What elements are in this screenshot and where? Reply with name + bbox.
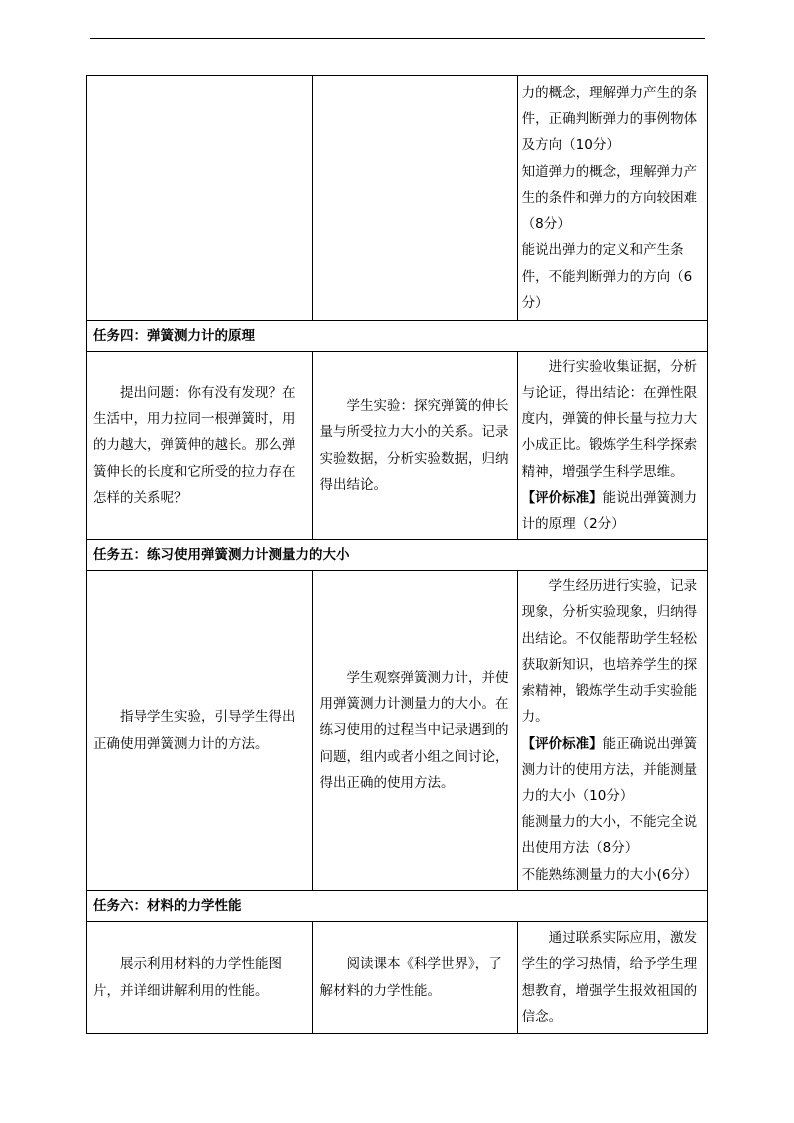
- table-row: [87, 571, 708, 891]
- student-activity-text: 学生实验：探究弹簧的伸长量与所受拉力大小的关系。记录实验数据，分析实验数据，归纳得出结论。: [319, 398, 509, 493]
- student-activity-cell: [313, 922, 517, 1034]
- student-activity-cell: [313, 571, 517, 891]
- teacher-activity-cell: [87, 922, 313, 1034]
- eval-criterion: 能测量力的大小，不能完全说出使用方法（8分）: [521, 814, 698, 857]
- table-row: [87, 352, 708, 540]
- eval-criterion: 知道弹力的概念，理解弹力产生的条件和弹力的方向较困难（8分）: [521, 163, 698, 233]
- task-header-row: [87, 891, 708, 922]
- task-title: 任务六：材料的力学性能: [87, 891, 708, 922]
- student-activity-text: 阅读课本《科学世界》，了解材料的力学性能。: [319, 956, 502, 999]
- eval-criterion: 不能熟练测量力的大小(6分）: [521, 866, 698, 883]
- task-header-row: [87, 540, 708, 571]
- design-intent-text: 进行实验收集证据，分析与论证，得出结论：在弹性限度内，弹簧的伸长量与拉力大小成正比。锻炼学生科学探索精神，增强学生科学思维。: [521, 358, 698, 480]
- evaluation-cell: [517, 922, 707, 1034]
- design-intent-text: 通过联系实际应用，激发学生的学习热情，给予学生理想教育，增强学生报效祖国的信念。: [521, 930, 698, 1025]
- evaluation-cell: [517, 571, 707, 891]
- table-row: [87, 76, 708, 321]
- design-intent-text: 学生经历进行实验，记录现象，分析实验现象，归纳得出结论。不仅能帮助学生轻松获取新知识，也培养学生的探索精神，锻炼学生动手实验能力。: [521, 578, 698, 726]
- student-activity-cell: [313, 352, 517, 540]
- eval-text: 能说出弹簧测力计的原理（2分）: [521, 489, 698, 532]
- teacher-activity-text: 指导学生实验，引导学生得出正确使用弹簧测力计的方法。: [93, 709, 296, 752]
- student-activity-cell: [313, 76, 517, 321]
- header-rule: [90, 38, 705, 39]
- evaluation-standard: [522, 731, 701, 810]
- eval-tag: 【评价标准】: [521, 735, 603, 752]
- evaluation-cell: [517, 76, 707, 321]
- teacher-activity-text: 展示利用材料的力学性能图片，并详细讲解利用的性能。: [93, 956, 282, 999]
- evaluation-cell: [517, 352, 707, 540]
- evaluation-standard: [522, 485, 701, 537]
- teacher-activity-cell: [87, 76, 313, 321]
- task-title: 任务四：弹簧测力计的原理: [87, 321, 708, 352]
- task-title: 任务五：练习使用弹簧测力计测量力的大小: [87, 540, 708, 571]
- lesson-table: [86, 75, 708, 1034]
- teacher-activity-text: 提出问题：你有没有发现？在生活中，用力拉同一根弹簧时，用的力越大，弹簧伸的越长。那么弹簧伸长的长度和它所受的拉力存在怎样的关系呢？: [93, 384, 296, 506]
- eval-criterion: 能说出弹力的定义和产生条件，不能判断弹力的方向（6分）: [521, 242, 693, 311]
- teacher-activity-cell: [87, 571, 313, 891]
- table-row: [87, 922, 708, 1034]
- teacher-activity-cell: [87, 352, 313, 540]
- task-header-row: [87, 321, 708, 352]
- student-activity-text: 学生观察弹簧测力计，并使用弹簧测力计测量力的大小。在练习使用的过程当中记录遇到的问题，组内或者小组之间讨论，得出正确的使用方法。: [319, 669, 509, 791]
- eval-criterion: 力的概念，理解弹力产生的条件，正确判断弹力的事例物体及方向（10分）: [521, 85, 698, 154]
- eval-tag: 【评价标准】: [521, 489, 603, 506]
- eval-text: 能正确说出弹簧测力计的使用方法，并能测量力的大小（10分）: [521, 735, 698, 804]
